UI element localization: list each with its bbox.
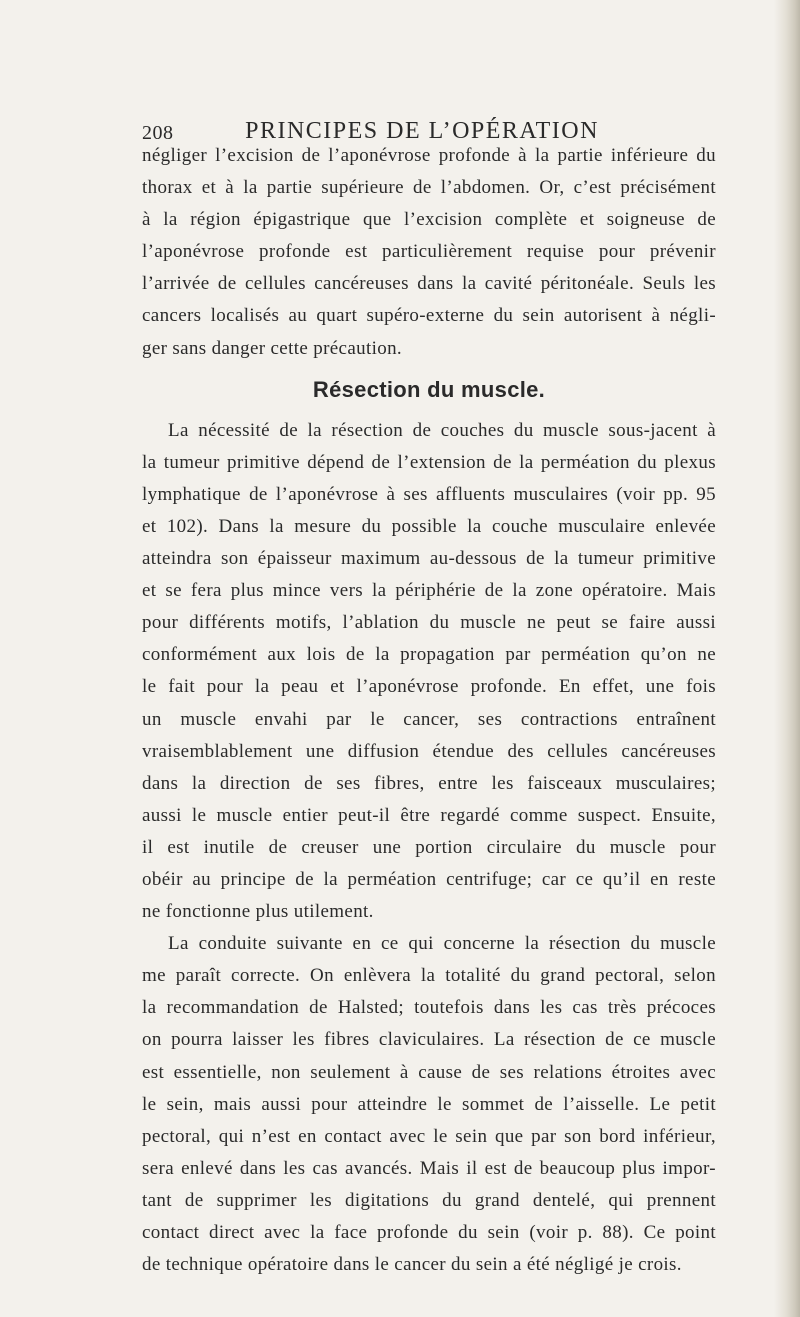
text-line: la recommandation de Halsted; toutefois dans les cas très précoces bbox=[142, 997, 716, 1019]
text-line: dans la direction de ses fibres, entre les faisceaux musculaires; bbox=[142, 772, 716, 794]
text-line: obéir au principe de la perméation centrifuge; car ce qu’il en reste bbox=[142, 868, 716, 890]
text-line: La conduite suivante en ce qui concerne la résection du muscle bbox=[168, 933, 716, 955]
text-line: conformément aux lois de la propagation par perméation qu’on ne bbox=[142, 644, 716, 666]
page-number: 208 bbox=[142, 122, 174, 144]
text-line: me paraît correcte. On enlèvera la totalité du grand pectoral, selon bbox=[142, 965, 716, 987]
text-line: cancers localisés au quart supéro-externe du sein autorisent à négli- bbox=[142, 305, 716, 327]
text-line: lymphatique de l’aponévrose à ses affluents musculaires (voir pp. 95 bbox=[142, 483, 716, 505]
text-line: atteindra son épaisseur maximum au-dessous de la tumeur primitive bbox=[142, 548, 716, 570]
running-title: PRINCIPES DE L’OPÉRATION bbox=[245, 118, 599, 144]
page-edge-shadow bbox=[774, 0, 800, 1317]
text-line: thorax et à la partie supérieure de l’abdomen. Or, c’est précisément bbox=[142, 177, 716, 199]
text-line: un muscle envahi par le cancer, ses contractions entraînent bbox=[142, 708, 716, 730]
text-line: pectoral, qui n’est en contact avec le sein que par son bord inférieur, bbox=[142, 1125, 716, 1147]
text-line: vraisemblablement une diffusion étendue des cellules cancéreuses bbox=[142, 740, 716, 762]
text-line: La nécessité de la résection de couches du muscle sous-jacent à bbox=[168, 419, 716, 441]
text-line: négliger l’excision de l’aponévrose profonde à la partie inférieure du bbox=[142, 145, 716, 166]
text-line: de technique opératoire dans le cancer du sein a été négligé je crois. bbox=[142, 1254, 682, 1276]
text-line: ger sans danger cette précaution. bbox=[142, 337, 403, 359]
text-line: le fait pour la peau et l’aponévrose profonde. En effet, une fois bbox=[142, 676, 716, 698]
text-line: aussi le muscle entier peut-il être regardé comme suspect. Ensuite, bbox=[142, 804, 716, 826]
text-line: sera enlevé dans les cas avancés. Mais il est de beaucoup plus impor- bbox=[142, 1157, 716, 1179]
text-line: l’arrivée de cellules cancéreuses dans la cavité péritonéale. Seuls les bbox=[142, 273, 716, 295]
text-line: et se fera plus mince vers la périphérie de la zone opératoire. Mais bbox=[142, 580, 716, 602]
text-line: l’aponévrose profonde est particulièrement requise pour prévenir bbox=[142, 241, 716, 263]
text-line: est essentielle, non seulement à cause de ses relations étroites avec bbox=[142, 1061, 716, 1083]
text-line: et 102). Dans la mesure du possible la couche musculaire enlevée bbox=[142, 515, 716, 537]
text-line: on pourra laisser les fibres claviculaires. La résection de ce muscle bbox=[142, 1029, 716, 1051]
text-line: ne fonctionne plus utilement. bbox=[142, 901, 374, 923]
text-line: pour différents motifs, l’ablation du muscle ne peut se faire aussi bbox=[142, 612, 716, 634]
text-line: contact direct avec la face profonde du sein (voir p. 88). Ce point bbox=[142, 1222, 716, 1243]
text-line: à la région épigastrique que l’excision complète et soigneuse de bbox=[142, 209, 716, 231]
body-text bbox=[142, 140, 716, 1281]
text-line: la tumeur primitive dépend de l’extension de la perméation du plexus bbox=[142, 451, 716, 473]
text-line: tant de supprimer les digitations du grand dentelé, qui prennent bbox=[142, 1189, 716, 1211]
text-line: il est inutile de creuser une portion circulaire du muscle pour bbox=[142, 836, 716, 858]
text-line: le sein, mais aussi pour atteindre le sommet de l’aisselle. Le petit bbox=[142, 1093, 716, 1115]
section-heading: Résection du muscle. bbox=[312, 376, 546, 402]
